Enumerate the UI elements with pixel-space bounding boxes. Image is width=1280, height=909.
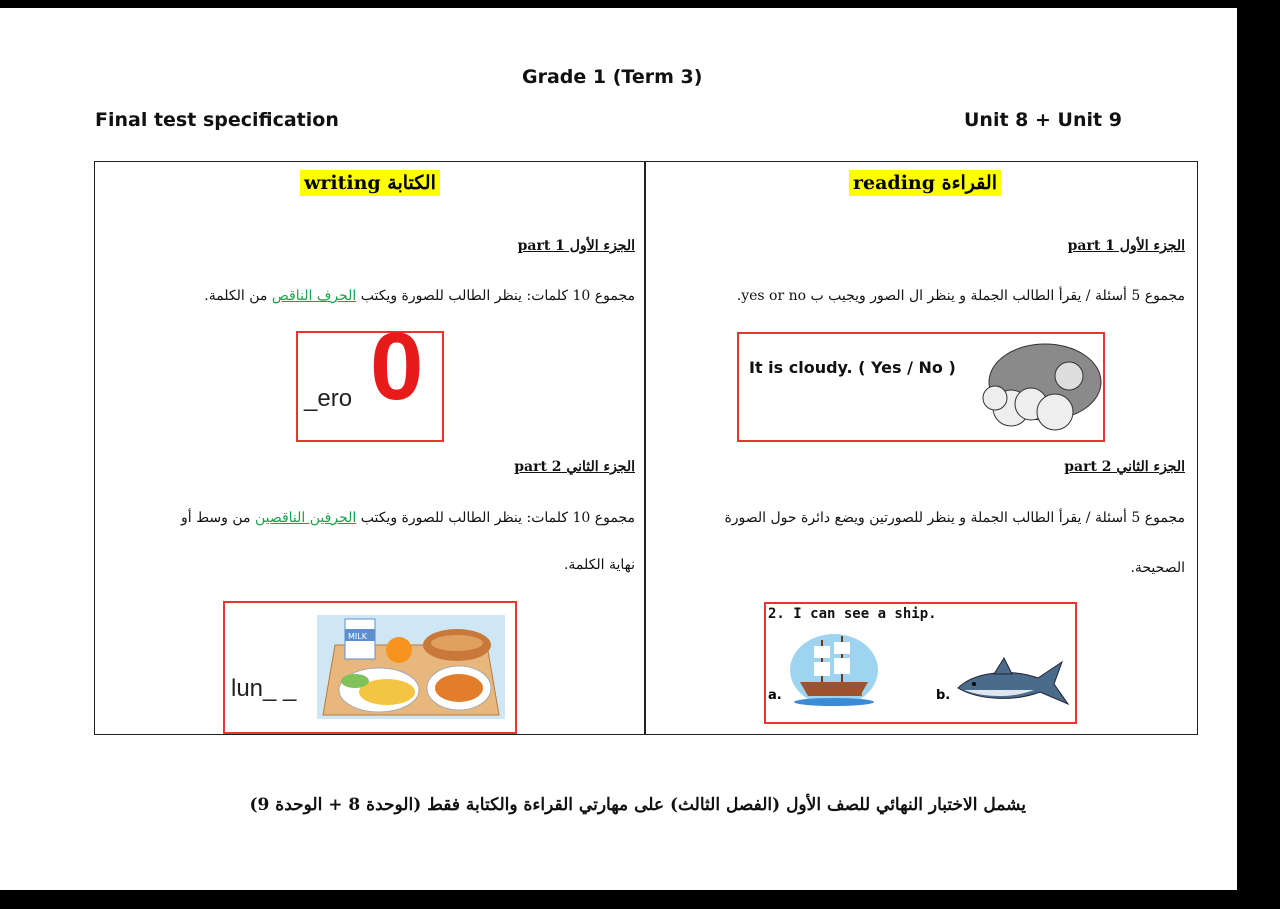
reading-heading: reading القراءة (849, 172, 1001, 194)
ship-picture (786, 626, 882, 716)
writing-part2-desc: مجموع 10 كلمات: ينظر الطالب للصورة ويكتب الحرفين الناقصين من وسط أو (181, 510, 635, 526)
reading-part2-desc-line2: الصحيحة. (1130, 560, 1185, 576)
lunch-tray-picture (317, 615, 505, 719)
writing-example1-box (296, 313, 444, 442)
writing-part2-title: الجزء الثاني part 2 (514, 459, 635, 475)
column-divider (644, 162, 646, 734)
writing-example2-box (223, 601, 517, 734)
milk-label: MILK (348, 632, 367, 641)
writing-part1-title: الجزء الأول part 1 (517, 238, 635, 254)
reading-part1-title: الجزء الأول part 1 (1067, 238, 1185, 254)
option-a-label: a. (768, 688, 782, 703)
units-label: Unit 8 + Unit 9 (964, 109, 1122, 131)
cloudy-sentence: It is cloudy. ( Yes / No ) (749, 358, 956, 377)
footer-note: يشمل الاختبار النهائي للصف الأول (الفصل الثالث) على مهارتي القراءة والكتابة فقط (الوحدة 8 + الوحدة 9) (249, 795, 1026, 815)
document-title: Grade 1 (Term 3) (522, 66, 703, 88)
shark-picture (954, 654, 1072, 710)
cloudy-picture (965, 340, 1105, 438)
reading-example1-box (737, 332, 1105, 442)
ship-sentence: 2. I can see a ship. (768, 606, 937, 622)
spec-label: Final test specification (95, 109, 339, 131)
writing-heading: writing الكتابة (300, 172, 440, 194)
reading-part2-desc: مجموع 5 أسئلة / يقرأ الطالب الجملة و ينظر للصورتين ويضع دائرة حول الصورة (724, 510, 1185, 526)
zero-picture: 0 (370, 313, 424, 420)
spec-table (94, 161, 1198, 735)
missing-letter-word: _ero (304, 385, 353, 412)
reading-example2-box (764, 602, 1077, 724)
missing-letters-word: lun_ _ (231, 675, 297, 702)
reading-part1-desc: مجموع 5 أسئلة / يقرأ الطالب الجملة و ينظر ال الصور ويجيب ب yes or no. (736, 288, 1185, 304)
reading-part2-title: الجزء الثاني part 2 (1064, 459, 1185, 475)
writing-part1-desc: مجموع 10 كلمات: ينظر الطالب للصورة ويكتب الحرف الناقص من الكلمة. (204, 288, 635, 304)
option-b-label: b. (936, 688, 951, 703)
writing-part2-desc-line2: نهاية الكلمة. (563, 557, 635, 573)
